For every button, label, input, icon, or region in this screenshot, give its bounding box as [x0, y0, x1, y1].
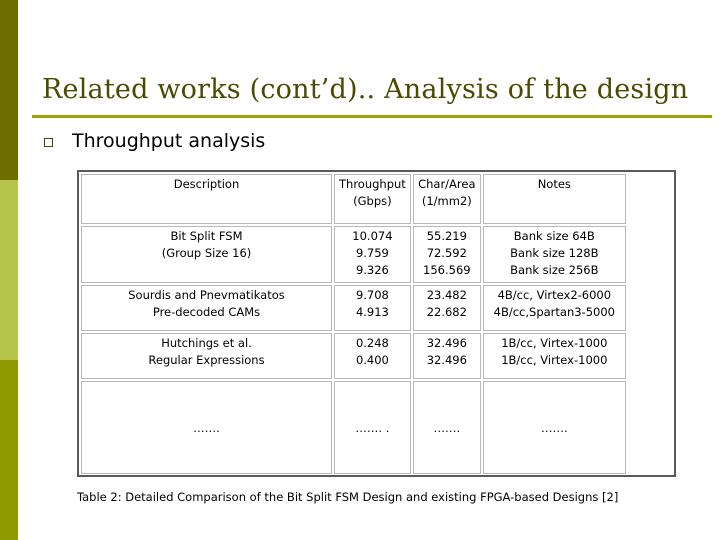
ellipsis: ……. [540, 420, 568, 435]
cell-line: 0.400 [355, 353, 389, 367]
cell-line: 55.219 [426, 229, 467, 243]
slide-title: Related works (cont’d).. Analysis of the design [42, 74, 689, 105]
table-row [81, 381, 626, 474]
cell-line: Bank size 256B [510, 263, 599, 277]
header-line: (1/mm2) [421, 194, 472, 208]
cell-line: Bank size 64B [513, 229, 595, 243]
square-bullet-icon [44, 138, 53, 147]
cell-description [81, 333, 332, 379]
cell-line: 9.708 [355, 288, 389, 302]
cell-line: (Group Size 16) [161, 246, 252, 260]
cell-throughput [334, 333, 411, 379]
cell-line: 9.759 [355, 246, 389, 260]
left-stripe-top [0, 0, 18, 180]
cell-throughput [334, 381, 411, 474]
bullet-text: Throughput analysis [72, 130, 266, 152]
header-char-area [413, 174, 481, 224]
table-row [81, 285, 626, 331]
cell-line: 4B/cc, Virtex2-6000 [497, 288, 612, 302]
ellipsis: ……. [433, 420, 461, 435]
cell-line: Bit Split FSM [170, 229, 243, 243]
table-row [81, 333, 626, 379]
cell-notes [483, 285, 626, 331]
cell-line: 4.913 [355, 305, 389, 319]
ellipsis: ……. [193, 420, 220, 435]
comparison-table [79, 172, 628, 476]
cell-char-area [413, 226, 481, 283]
header-description [81, 174, 332, 224]
cell-line: 32.496 [426, 336, 467, 350]
cell-line: Regular Expressions [148, 353, 265, 367]
header-line: Description [173, 177, 240, 191]
cell-line: Sourdis and Pnevmatikatos [128, 288, 285, 302]
cell-line: 22.682 [426, 305, 467, 319]
header-line: Char/Area [418, 177, 476, 191]
header-line: Notes [537, 177, 571, 191]
cell-notes [483, 381, 626, 474]
cell-description [81, 285, 332, 331]
cell-description [81, 226, 332, 283]
ellipsis: ……. . [355, 420, 390, 435]
header-notes [483, 174, 626, 224]
header-line: (Gbps) [353, 194, 392, 208]
cell-throughput [334, 226, 411, 283]
cell-line: 4B/cc,Spartan3-5000 [493, 305, 615, 319]
cell-line: 156.569 [423, 263, 471, 277]
cell-char-area [413, 333, 481, 379]
header-line: Throughput [339, 177, 406, 191]
table-header-row [81, 174, 626, 224]
cell-line: 1B/cc, Virtex-1000 [501, 353, 608, 367]
cell-line: 1B/cc, Virtex-1000 [501, 336, 608, 350]
cell-throughput [334, 285, 411, 331]
cell-line: Pre-decoded CAMs [152, 305, 261, 319]
cell-line: 9.326 [355, 263, 389, 277]
cell-notes [483, 333, 626, 379]
cell-char-area [413, 285, 481, 331]
left-stripe-bottom [0, 360, 18, 540]
cell-description [81, 381, 332, 474]
cell-line: 23.482 [426, 288, 467, 302]
title-underline [32, 115, 712, 118]
table-caption: Table 2: Detailed Comparison of the Bit Split FSM Design and existing FPGA-based Designs [2] [77, 490, 619, 504]
cell-line: 0.248 [355, 336, 389, 350]
cell-line: 72.592 [426, 246, 467, 260]
cell-line: 10.074 [352, 229, 393, 243]
cell-notes [483, 226, 626, 283]
cell-line: Bank size 128B [510, 246, 599, 260]
left-stripe-middle [0, 180, 18, 360]
cell-line: 32.496 [426, 353, 467, 367]
cell-char-area [413, 381, 481, 474]
table-row [81, 226, 626, 283]
header-throughput [334, 174, 411, 224]
cell-line: Hutchings et al. [161, 336, 252, 350]
